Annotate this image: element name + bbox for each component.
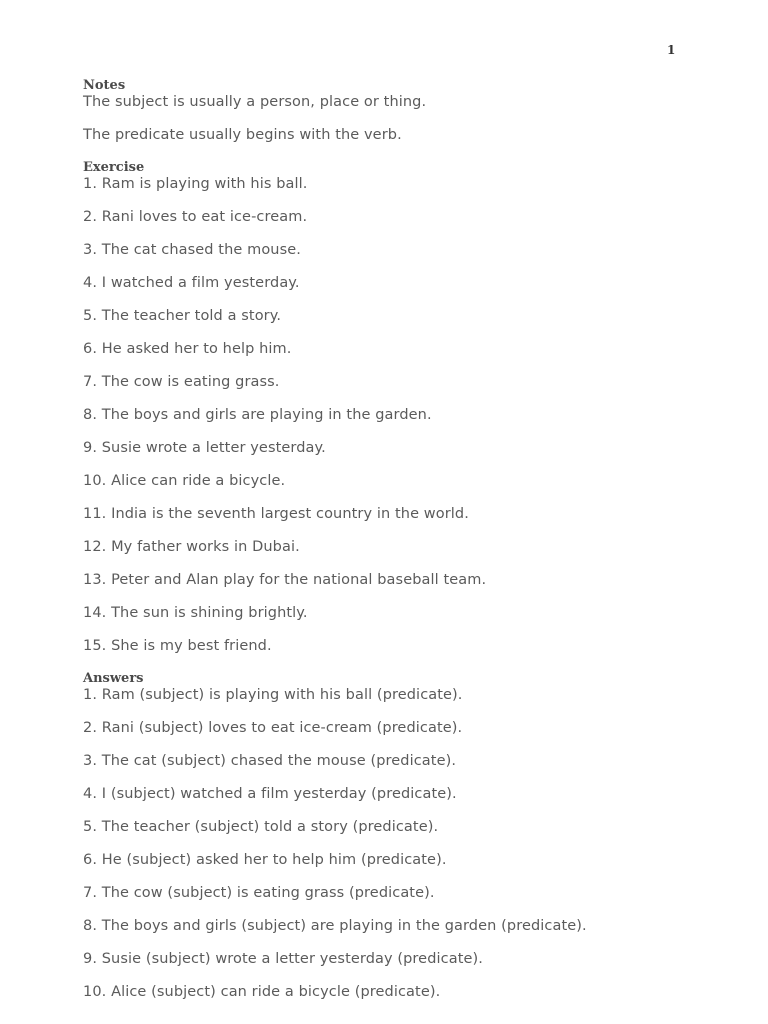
- note-line: The subject is usually a person, place or thing.: [83, 94, 427, 110]
- exercise-item: 13. Peter and Alan play for the national baseball team.: [83, 572, 487, 588]
- exercise-item: 1. Ram is playing with his ball.: [83, 176, 308, 192]
- exercise-item: 12. My father works in Dubai.: [83, 539, 300, 555]
- answer-item: 3. The cat (subject) chased the mouse (predicate).: [83, 753, 457, 769]
- answer-item: 5. The teacher (subject) told a story (predicate).: [83, 819, 439, 835]
- exercise-item: 5. The teacher told a story.: [83, 308, 282, 324]
- exercise-item: 2. Rani loves to eat ice-cream.: [83, 209, 308, 225]
- exercise-item: 11. India is the seventh largest country in the world.: [83, 506, 469, 522]
- answer-item: 8. The boys and girls (subject) are playing in the garden (predicate).: [83, 918, 587, 934]
- page-number: 1: [667, 43, 676, 57]
- answer-item: 7. The cow (subject) is eating grass (predicate).: [83, 885, 435, 901]
- answers-heading: Answers: [83, 671, 144, 686]
- note-line: The predicate usually begins with the verb.: [83, 127, 402, 143]
- document-body: [83, 77, 723, 1001]
- answer-item: 10. Alice (subject) can ride a bicycle (predicate).: [83, 984, 441, 1000]
- exercise-item: 10. Alice can ride a bicycle.: [83, 473, 286, 489]
- exercise-item: 15. She is my best friend.: [83, 638, 272, 654]
- exercise-heading: Exercise: [83, 160, 145, 175]
- exercise-item: 9. Susie wrote a letter yesterday.: [83, 440, 326, 456]
- answer-item: 9. Susie (subject) wrote a letter yesterday (predicate).: [83, 951, 483, 967]
- answer-item: 4. I (subject) watched a film yesterday (predicate).: [83, 786, 457, 802]
- answer-item: 2. Rani (subject) loves to eat ice-cream (predicate).: [83, 720, 463, 736]
- exercise-item: 3. The cat chased the mouse.: [83, 242, 301, 258]
- notes-heading: Notes: [83, 78, 126, 93]
- exercise-item: 4. I watched a film yesterday.: [83, 275, 300, 291]
- exercise-item: 6. He asked her to help him.: [83, 341, 292, 357]
- exercise-item: 7. The cow is eating grass.: [83, 374, 280, 390]
- exercise-item: 14. The sun is shining brightly.: [83, 605, 308, 621]
- answer-item: 6. He (subject) asked her to help him (predicate).: [83, 852, 447, 868]
- answer-item: 1. Ram (subject) is playing with his ball (predicate).: [83, 687, 463, 703]
- exercise-item: 8. The boys and girls are playing in the garden.: [83, 407, 432, 423]
